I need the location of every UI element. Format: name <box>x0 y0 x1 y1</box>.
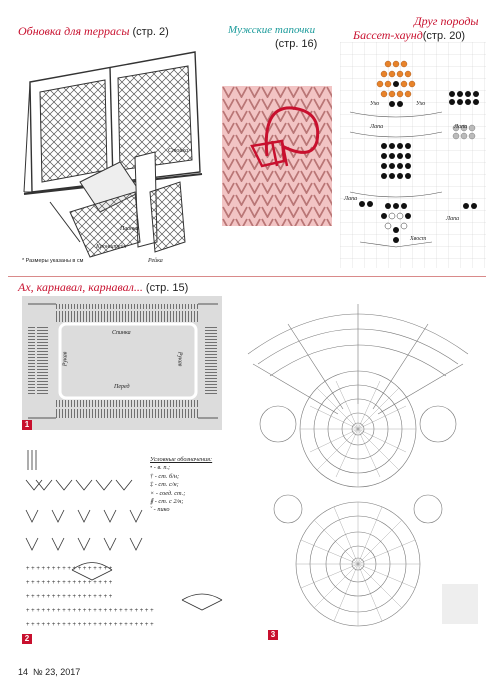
badge-1: 1 <box>22 420 32 430</box>
dog-label-paw-right2: Лапа <box>446 216 460 222</box>
slippers-page: (стр. 16) <box>275 38 318 50</box>
terrace-label-stand: Стойка <box>168 148 189 154</box>
legend-item: • - в. п.; <box>150 464 171 472</box>
legend-item: ˇ - пико <box>150 506 170 514</box>
badge-2: 2 <box>22 634 32 644</box>
dog-label-paw-left: Лапа <box>370 124 384 130</box>
schema-1-crochet <box>22 296 222 430</box>
terrace-drawing <box>10 42 210 268</box>
carnival-title: Ах, карнавал, карнавал... (стр. 15) <box>18 280 189 294</box>
dog-label-paw-left2: Лапа <box>344 196 358 202</box>
svg-text:+ + + + + + + + + + + + + + +: + + + + + + + + + + + + + + + + + <box>26 566 113 572</box>
dog-label-ear-right: Ухо <box>416 101 426 107</box>
terrace-note: * Размеры указаны в см <box>22 258 84 264</box>
page-number: 14 <box>18 667 29 677</box>
terrace-label-bracket: Кронштейн <box>96 244 127 250</box>
dog-title-line1: Друг породы <box>414 14 479 28</box>
legend-item: × - соед. ст.; <box>150 489 186 497</box>
svg-text:+ + + + + + + + + + + + + + +: + + + + + + + + + + + + + + + + + <box>26 594 113 600</box>
svg-text:+ + + + + + + + + + + + + + +: + + + + + + + + + + + + + + + + + + + + + + + + + <box>26 622 154 628</box>
terrace-title: Обновка для террасы (стр. 2) <box>18 24 169 38</box>
footer <box>18 667 80 677</box>
dog-label-tail: Хвост <box>410 236 427 242</box>
section-divider <box>8 276 486 277</box>
legend-item: ∦ - ст. с 2/н; <box>150 498 184 506</box>
dog-label-ear-left: Ухо <box>370 101 380 107</box>
issue-number: № 23, 2017 <box>33 667 81 677</box>
schema-1-back: Спинка <box>112 330 131 336</box>
legend-item: ‡ - ст. с/н; <box>150 481 179 489</box>
dog-label-paw-right: Лапа <box>454 124 468 130</box>
knit-stitch-diagram <box>222 86 332 226</box>
dog-bead-diagram <box>340 42 486 268</box>
terrace-label-crossbar: Планка <box>120 226 139 232</box>
terrace-label-rail: Рейка <box>148 258 163 264</box>
schema-1-sleeve-left: Рукав <box>62 351 69 367</box>
svg-text:+ + + + + + + + + + + + + + +: + + + + + + + + + + + + + + + + + + + + + + + + + <box>26 608 154 614</box>
slippers-title: Мужские тапочки <box>228 24 316 36</box>
badge-3: 3 <box>268 630 278 640</box>
schema-1-front: Перед <box>114 384 130 390</box>
legend <box>150 456 240 515</box>
schema-1-sleeve-right: Рукав <box>176 351 183 367</box>
dog-title-line2: Бассет-хаунд(стр. 20) <box>353 28 466 42</box>
schema-3-doily <box>228 284 490 646</box>
legend-item: † - ст. б/н; <box>150 472 180 480</box>
svg-text:+ + + + + + + + + + + + + + +: + + + + + + + + + + + + + + + + + <box>26 580 113 586</box>
legend-title: Условные обозначения: <box>150 456 213 463</box>
